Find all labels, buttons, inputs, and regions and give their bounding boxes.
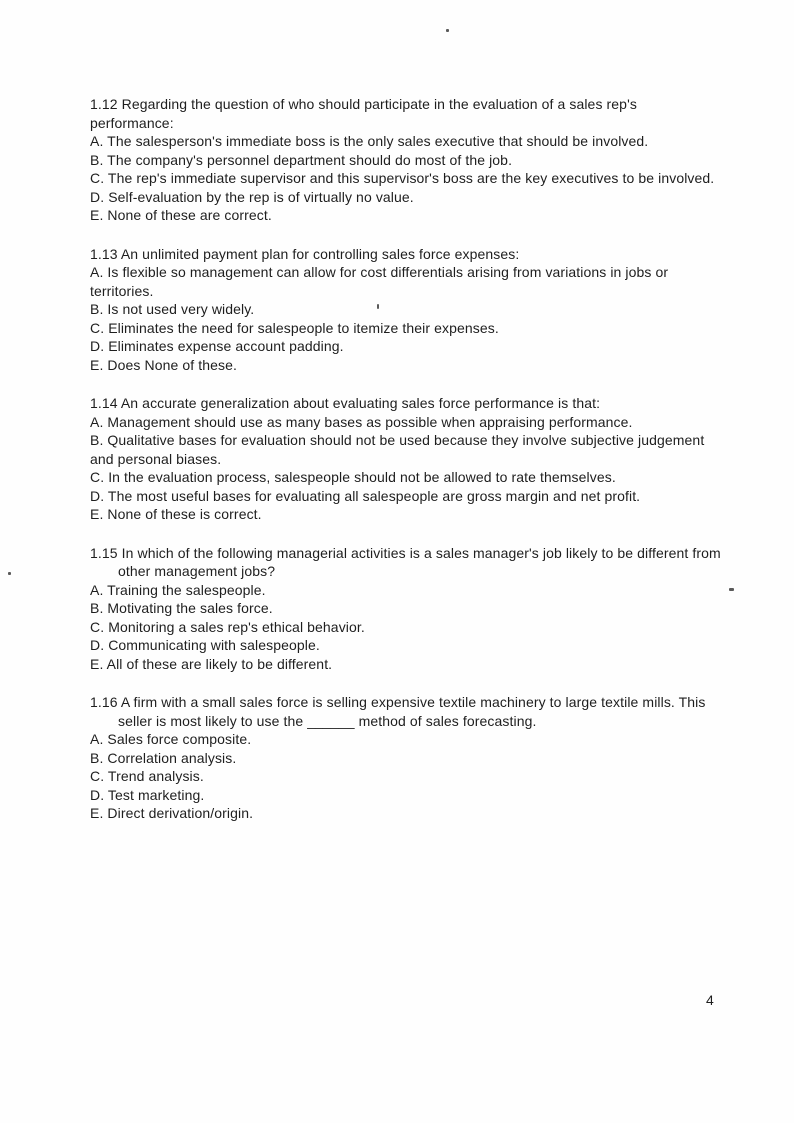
question-line: B. Is not used very widely.	[90, 301, 255, 317]
question-1-12	[90, 95, 754, 225]
question-1-13	[90, 245, 754, 375]
question-line: B. The company's personnel department should do most of the job.	[90, 151, 513, 168]
question-line: C. In the evaluation process, salespeople should not be allowed to rate themselves.	[90, 469, 616, 485]
scan-speck	[729, 588, 734, 591]
question-line: E. Does None of these.	[90, 356, 237, 373]
question-line: 1.13 An unlimited payment plan for controlling sales force expenses:	[90, 245, 520, 262]
question-line: and personal biases.	[90, 450, 222, 467]
questions-area	[90, 95, 754, 843]
question-line: C. Eliminates the need for salespeople to itemize their expenses.	[90, 319, 499, 336]
scan-speck	[446, 29, 449, 32]
page-number: 4	[706, 992, 714, 1008]
question-line: seller is most likely to use the ______ method of sales forecasting.	[118, 712, 537, 729]
question-line: E. None of these is correct.	[90, 506, 262, 522]
question-line: D. Test marketing.	[90, 786, 205, 803]
question-line: 1.15 In which of the following managerial activities is a sales manager's job likely to be different from	[90, 544, 721, 561]
question-line: performance:	[90, 114, 174, 131]
question-line: C. Monitoring a sales rep's ethical behavior.	[90, 618, 365, 635]
question-line: E. None of these are correct.	[90, 207, 272, 223]
question-line: D. Eliminates expense account padding.	[90, 338, 344, 354]
question-line: D. Communicating with salespeople.	[90, 637, 320, 653]
question-1-14	[90, 394, 754, 524]
question-line: B. Qualitative bases for evaluation should not be used because they involve subjective judgement	[90, 432, 705, 448]
question-line: A. Sales force composite.	[90, 731, 252, 747]
question-line: A. The salesperson's immediate boss is the only sales executive that should be involved.	[90, 133, 649, 149]
question-line: E. All of these are likely to be different.	[90, 655, 333, 672]
question-line: 1.16 A firm with a small sales force is selling expensive textile machinery to large textile mills. This	[90, 694, 706, 710]
question-line: A. Is flexible so management can allow for cost differentials arising from variations in jobs or	[90, 264, 669, 280]
question-line: D. The most useful bases for evaluating all salespeople are gross margin and net profit.	[90, 487, 641, 504]
question-line: 1.14 An accurate generalization about evaluating sales force performance is that:	[90, 395, 601, 411]
question-line: C. The rep's immediate supervisor and this supervisor's boss are the key executives to be involved.	[90, 170, 715, 186]
question-line: A. Management should use as many bases as possible when appraising performance.	[90, 413, 633, 430]
question-line: E. Direct derivation/origin.	[90, 805, 254, 821]
question-line: territories.	[90, 282, 154, 299]
question-line: D. Self-evaluation by the rep is of virtually no value.	[90, 188, 414, 205]
question-line: 1.12 Regarding the question of who should participate in the evaluation of a sales rep's	[90, 96, 637, 112]
question-1-16	[90, 693, 754, 823]
question-1-15	[90, 544, 754, 674]
question-line: A. Training the salespeople.	[90, 581, 266, 598]
question-line: B. Correlation analysis.	[90, 749, 237, 766]
question-line: other management jobs?	[118, 563, 276, 579]
scan-speck	[377, 304, 379, 309]
question-line: B. Motivating the sales force.	[90, 600, 273, 616]
scan-speck	[8, 572, 11, 575]
question-line: C. Trend analysis.	[90, 768, 204, 784]
